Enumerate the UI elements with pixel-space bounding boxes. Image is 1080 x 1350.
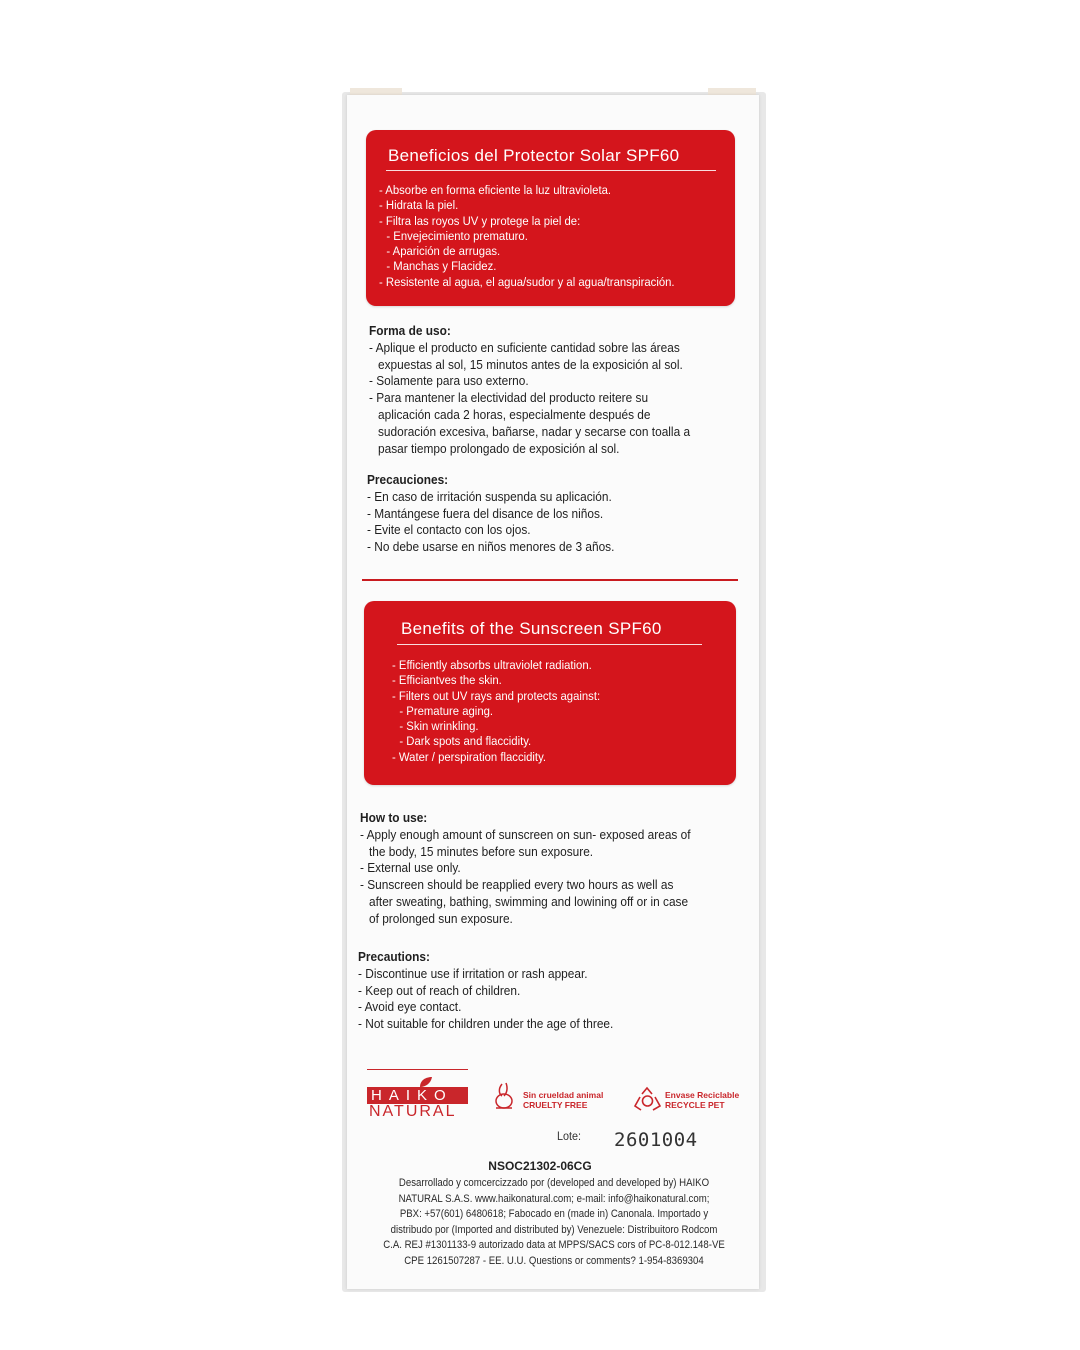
badge-label-en: CRUELTY FREE [523,1100,588,1110]
legal-line: NATURAL S.A.S. www.haikonatural.com; e-mail: info@haikonatural.com; [398,1192,710,1205]
list-item: - Premature aging. [399,703,494,718]
legal-line: distribudo por (Imported and distributed by) Venezuele: Distribuitoro Rodcom [390,1223,718,1236]
lot-label: Lote: [557,1129,582,1143]
list-item: - Avoid eye contact. [358,999,462,1015]
list-item: - External use only. [360,860,461,876]
list-item: sudoración excesiva, bañarse, nadar y secarse con toalla a [378,423,691,439]
legal-line: CPE 1261507287 - EE. U.U. Questions or comments? 1-954-8369304 [404,1254,704,1267]
english-precautions-section [358,949,613,1033]
section-divider [362,579,738,581]
english-usage-section [360,810,691,928]
english-benefits-list [392,658,600,765]
list-item: - Filtra las royos UV y protege la piel de: [379,213,581,228]
spanish-benefits-panel [366,130,735,306]
spanish-usage-section [369,323,690,457]
spanish-precautions-heading: Precauciones: [367,472,449,487]
badge-label-es: Sin crueldad animal [523,1090,604,1100]
list-item: - Manchas y Flacidez. [386,259,497,274]
brand-logo-bottom: NATURAL [369,1103,457,1120]
legal-text [342,1176,766,1270]
list-item: - Evite el contacto con los ojos. [367,522,531,538]
spanish-benefits-list [379,183,675,290]
list-item: - Efficiently absorbs ultraviolet radiation. [392,658,592,672]
list-item: - Mantángese fuera del disance de los niños. [367,505,604,521]
legal-line: C.A. REJ #1301133-9 autorizado data at MPPS/SACS cors of PC-8-012.148-VE [383,1239,725,1252]
cruelty-free-badge [523,1090,603,1110]
list-item: expuestas al sol, 15 minutos antes de la exposición al sol. [378,356,683,372]
list-item: - No debe usarse en niños menores de 3 años. [367,539,615,555]
list-item: - Keep out of reach of children. [358,982,521,998]
lot-number: 2601004 [614,1129,698,1151]
list-item: the body, 15 minutes before sun exposure. [369,843,594,859]
list-item: - Dark spots and flaccidity. [399,734,532,749]
list-item: - Envejecimiento prematuro. [386,228,528,243]
english-usage-heading: How to use: [360,810,428,825]
list-item: aplicación cada 2 horas, especialmente después de [378,406,651,422]
list-item: - Aparición de arrugas. [386,244,501,259]
list-item: - Absorbe en forma eficiente la luz ultravioleta. [379,183,612,197]
list-item: - Skin wrinkling. [399,719,479,734]
badge-label-es: Envase Reciclable [665,1090,740,1100]
badge-label-en: RECYCLE PET [665,1100,725,1110]
spanish-panel-rule [386,170,716,171]
recycle-icon [633,1086,663,1114]
brand-logo-top: HAIKO [367,1087,468,1104]
list-item: pasar tiempo prolongado de exposición al sol. [378,440,620,456]
list-item: - Aplique el producto en suficiente cantidad sobre las áreas [369,339,680,355]
spanish-precautions-section [367,472,614,556]
list-item: - Efficiantves the skin. [392,673,502,688]
list-item: - Sunscreen should be reapplied every two hours as well as [360,877,674,893]
english-panel-rule [397,644,702,645]
english-precautions-heading: Precautions: [358,949,430,964]
legal-line: Desarrollado y comcercizzado por (developed and developed by) HAIKO [398,1177,710,1189]
spanish-usage-heading: Forma de uso: [369,323,451,338]
list-item: - Para mantener la electividad del producto reitere su [369,390,649,406]
list-item: - Water / perspiration flaccidity. [392,749,547,764]
recycle-badge [665,1090,739,1110]
rabbit-icon [492,1081,520,1111]
list-item: - Filters out UV rays and protects against: [392,688,601,703]
spanish-panel-title: Beneficios del Protector Solar SPF60 [388,146,680,165]
english-benefits-panel [364,601,736,785]
list-item: - Resistente al agua, el agua/sudor y al agua/transpiración. [379,274,675,289]
legal-line: PBX: +57(601) 6480618; Fabocado en (made in) Canonala. Importado y [399,1208,709,1221]
list-item: - Not suitable for children under the age of three. [358,1016,614,1032]
list-item: - Discontinue use if irritation or rash appear. [358,965,588,981]
list-item: - Hidrata la piel. [379,198,459,213]
english-panel-title: Benefits of the Sunscreen SPF60 [401,619,662,638]
list-item: of prolonged sun exposure. [369,910,513,926]
logo-rule [367,1069,468,1070]
list-item: after sweating, bathing, swimming and lowining off or in case [369,893,689,909]
list-item: - Apply enough amount of sunscreen on sun- exposed areas of [360,826,691,842]
list-item: - En caso de irritación suspenda su aplicación. [367,488,612,504]
registration-code: NSOC21302-06CG [488,1159,592,1173]
list-item: - Solamente para uso externo. [369,373,529,389]
